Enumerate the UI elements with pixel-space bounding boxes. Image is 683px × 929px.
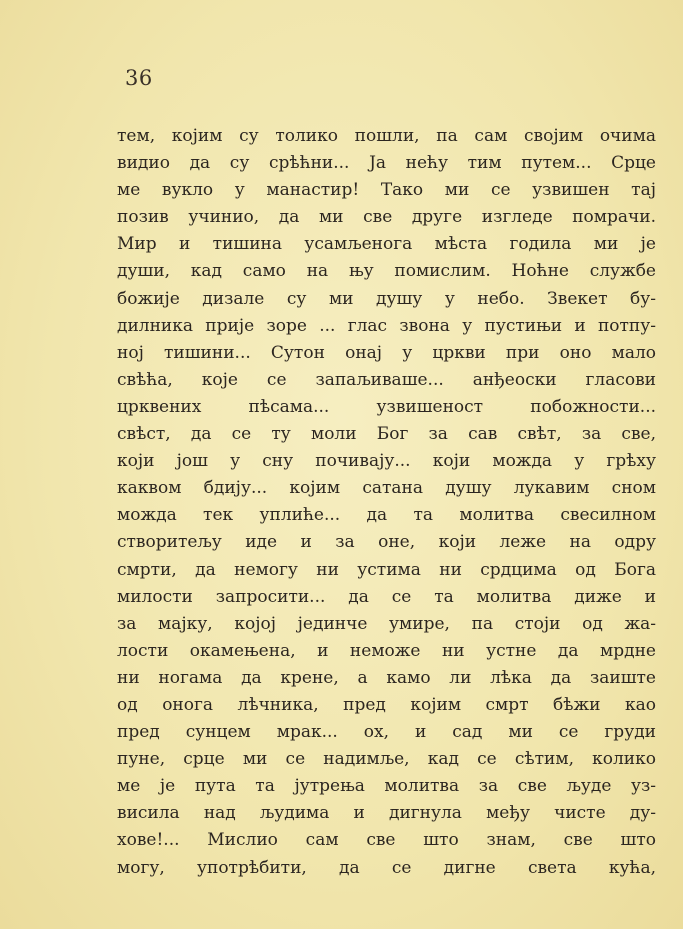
text-line: души, кад само на њу помислим. Ноћне службе <box>117 261 656 282</box>
body-text <box>117 123 656 882</box>
text-line: пред сунцем мрак... ох, и сад ми се груди <box>117 722 656 743</box>
text-line: пуне, срце ми се надимље, кад се сѣтим, колико <box>117 749 656 770</box>
text-line: смрти, да немогу ни устима ни срдцима од Бога <box>117 559 656 580</box>
text-line: божије дизале су ми душу у небо. Звекет бу- <box>117 288 656 309</box>
text-line: створитељу иде и за оне, који леже на одру <box>117 532 656 553</box>
text-line: видио да су срѣћни... Ја нећу тим путем... Срце <box>117 153 656 174</box>
text-line: свѣст, да се ту моли Бог за сав свѣт, за све, <box>117 424 656 445</box>
page-number: 36 <box>125 66 153 90</box>
text-line: ме је пута та јутрења молитва за све људе уз- <box>117 776 656 797</box>
text-line: црквених пѣсама... узвишеност побожности... <box>117 396 656 417</box>
text-line: од онога лѣчника, пред којим смрт бѣжи као <box>117 694 656 715</box>
text-line: можда тек уплиће... да та молитва свесилном <box>117 505 656 526</box>
text-line: милости запросити... да се та молитва диже и <box>117 586 656 607</box>
text-line: дилника прије зоре ... глас звона у пустињи и потпу- <box>117 315 656 336</box>
text-line: свѣћа, које се запаљиваше... анђеоски гласови <box>117 369 656 390</box>
text-line: ни ногама да крене, а камо ли лѣка да заиште <box>117 667 656 688</box>
text-line: ме вукло у манастир! Тако ми се узвишен тај <box>117 180 656 201</box>
text-line: позив учинио, да ми све друге изгледе помрачи. <box>117 207 656 228</box>
text-line: тем, којим су толико пошли, па сам својим очима <box>117 126 656 146</box>
text-line: могу, употрѣбити, да се дигне света кућа, <box>117 857 656 878</box>
text-line: лости окамењена, и неможе ни устне да мрдне <box>117 640 656 661</box>
text-line: ној тишини... Сутон онај у цркви при оно мало <box>117 342 656 363</box>
text-line: који још у сну почивају... који можда у грѣху <box>117 451 656 472</box>
text-line: каквом бдију... којим сатана душу лукавим сном <box>117 478 656 499</box>
text-line: хове!... Мислио сам све што знам, све што <box>117 830 656 851</box>
text-line: за мајку, којој јединче умире, па стоји од жа- <box>117 613 656 634</box>
text-line: Мир и тишина усамљенога мѣста годила ми је <box>117 234 656 255</box>
text-line: висила над људима и дигнула међу чисте ду- <box>117 803 656 824</box>
